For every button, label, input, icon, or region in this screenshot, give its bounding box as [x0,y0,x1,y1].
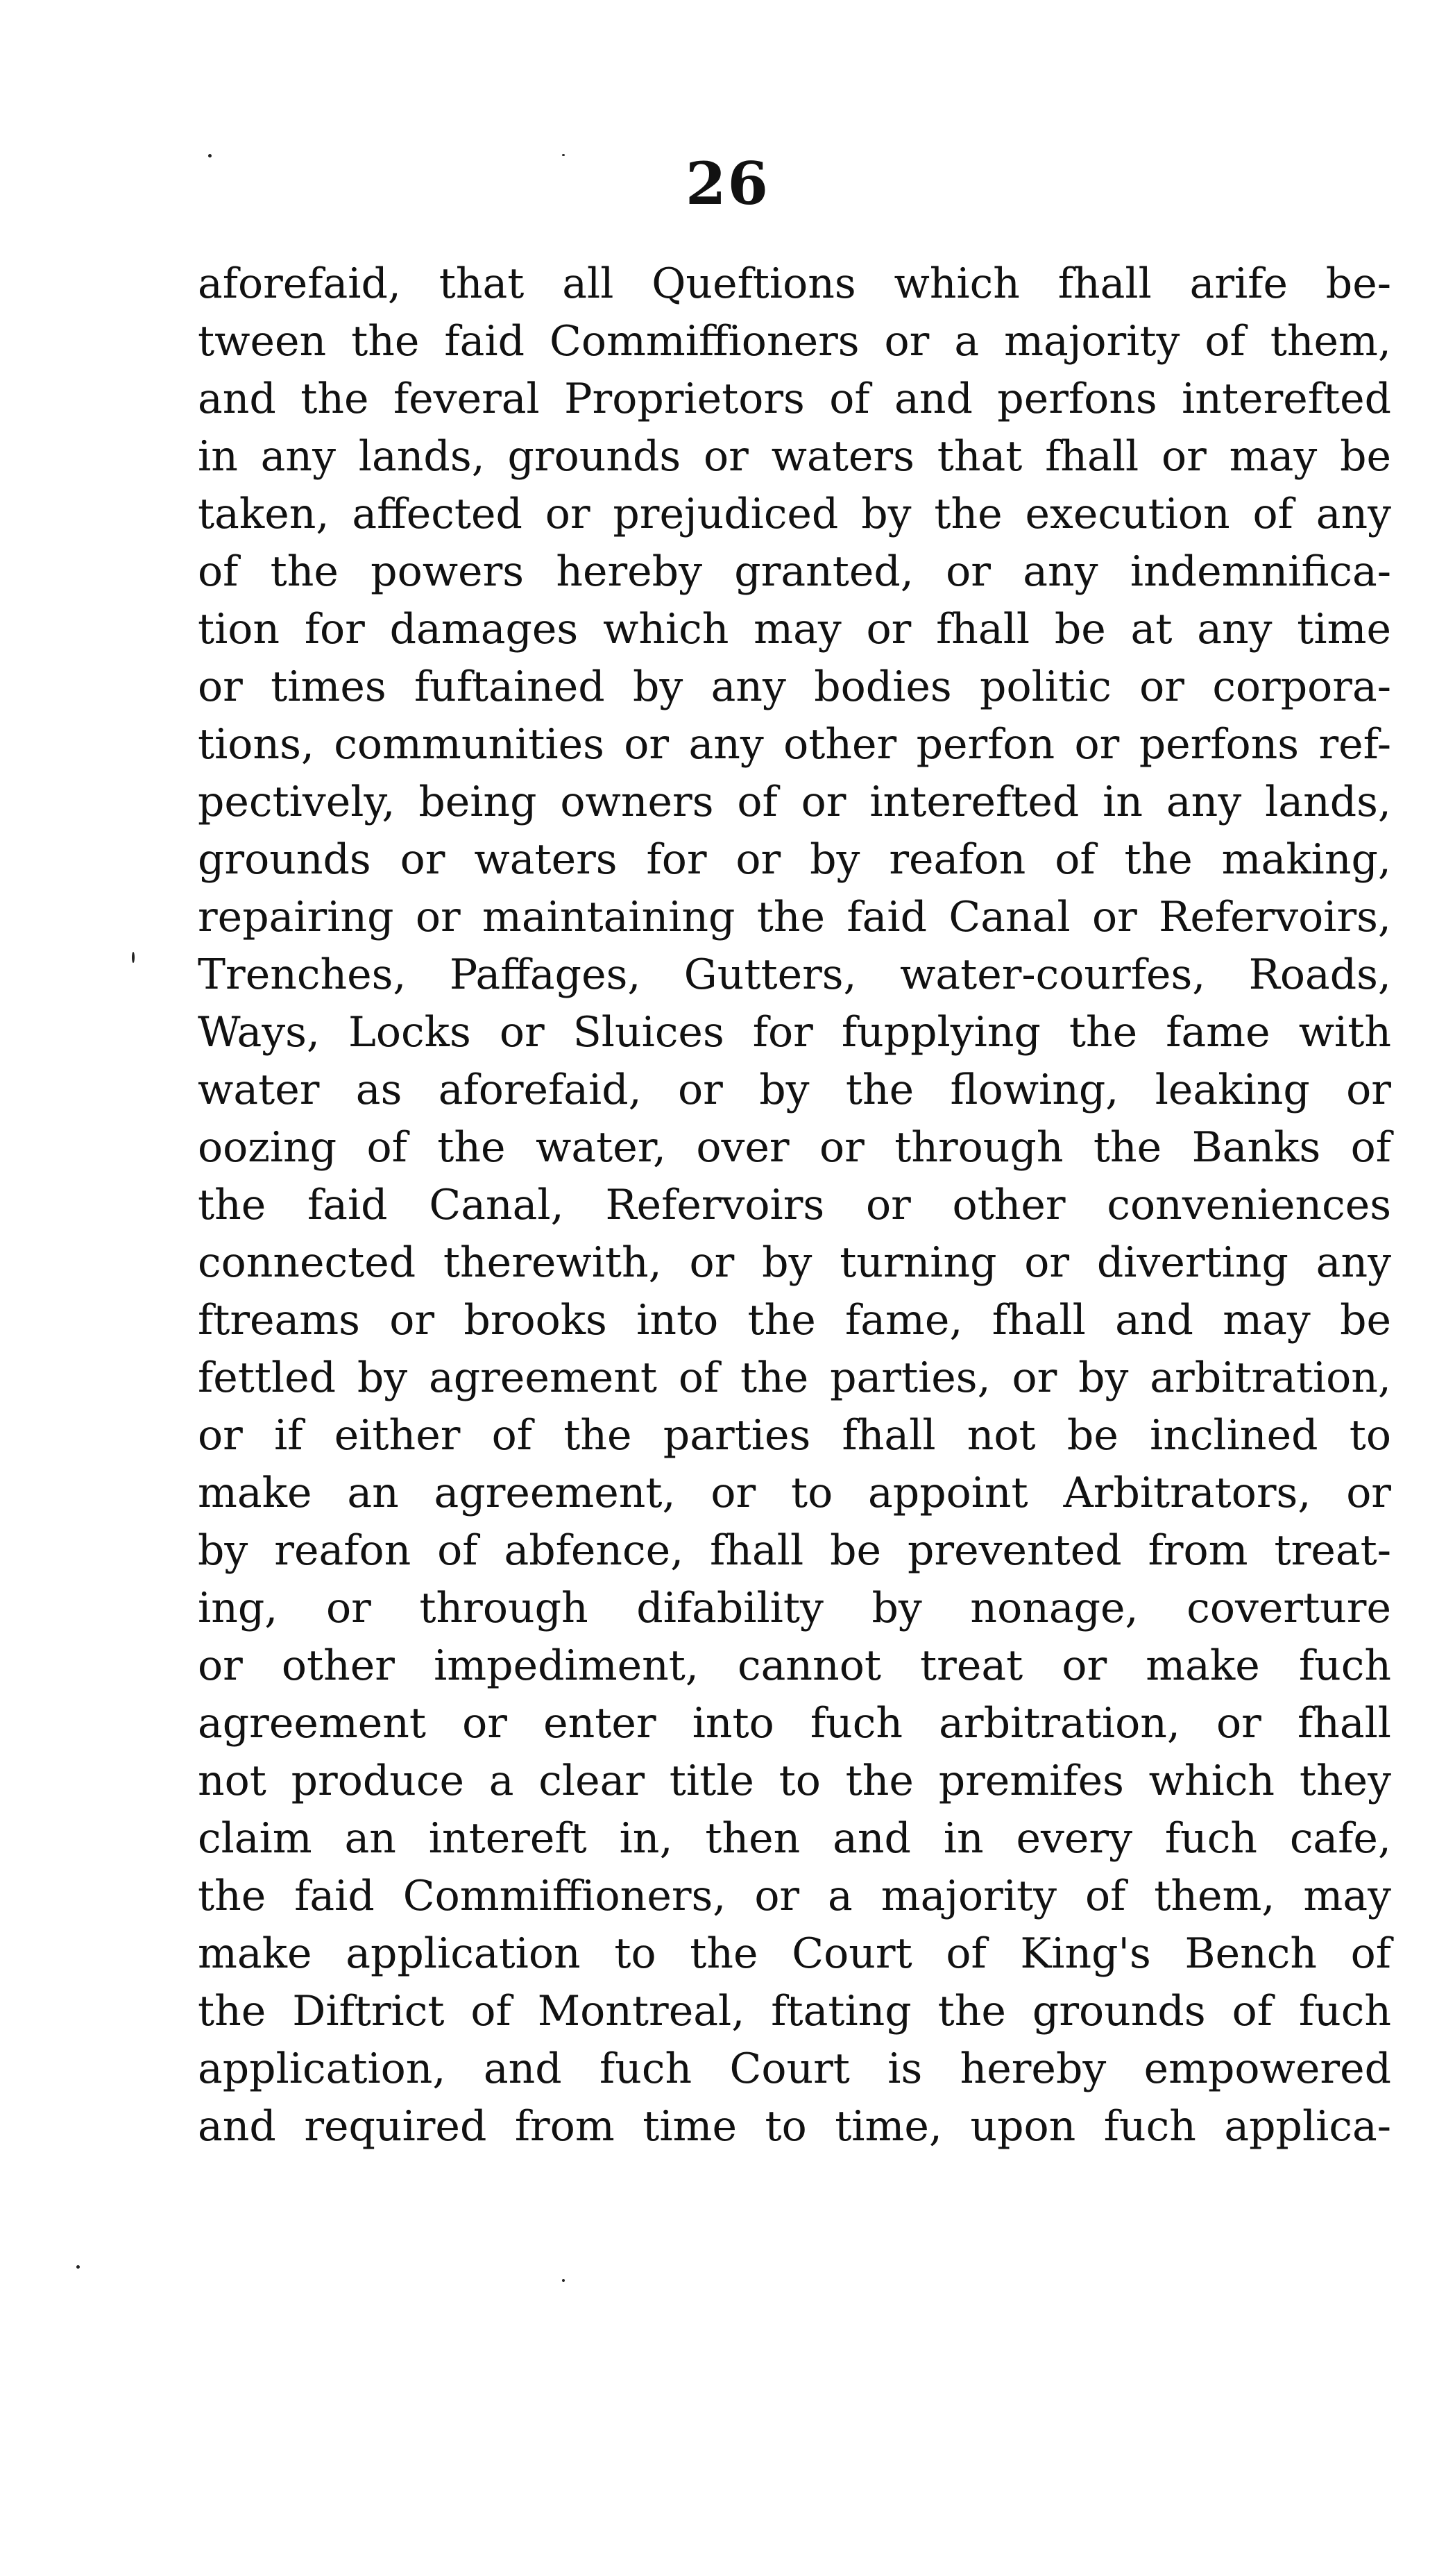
text-line: agreement or enter into fuch arbitration, or fhall [198,1699,1391,1748]
text-line: connected therewith, or by turning or diverting any [198,1238,1391,1287]
text-line: taken, affected or prejudiced by the execution of any [198,490,1391,538]
text-line: the faid Canal, Refervoirs or other conveniences [198,1181,1391,1229]
text-line: claim an intereft in, then and in every fuch cafe, [198,1814,1391,1863]
text-line: the faid Commiffioners, or a majority of them, may [198,1872,1391,1920]
text-line: repairing or maintaining the faid Canal or Refervoirs, [198,893,1391,941]
print-speck [76,2265,80,2269]
body-text [198,255,1391,2156]
text-line: in any lands, grounds or waters that fhall or may be [198,432,1391,481]
text-line: oozing of the water, over or through the Banks of [198,1123,1391,1172]
print-speck [208,154,212,157]
text-line: tion for damages which may or fhall be at any time [198,605,1391,654]
text-line: fettled by agreement of the parties, or by arbitration, [198,1354,1391,1402]
text-line: pectively, being owners of or interefted in any lands, [198,778,1391,826]
text-line: make application to the Court of King's Bench of [198,1929,1391,1978]
text-line: and the feveral Proprietors of and perfons interefted [198,375,1391,423]
text-line: ftreams or brooks into the fame, fhall and may be [198,1296,1391,1345]
text-line: tween the faid Commiffioners or a majority of them, [198,317,1391,366]
text-line: or times fuftained by any bodies politic or corpora- [198,663,1391,711]
text-line: not produce a clear title to the premifes which they [198,1757,1391,1805]
text-line: by reafon of abfence, fhall be prevented from treat- [198,1526,1391,1575]
text-line: or other impediment, cannot treat or make fuch [198,1641,1391,1690]
page-number: 26 [686,149,769,218]
print-speck [562,154,565,156]
text-line: or if either of the parties fhall not be inclined to [198,1411,1391,1460]
text-line: water as aforefaid, or by the flowing, leaking or [198,1066,1391,1114]
text-line: of the powers hereby granted, or any indemnifica- [198,547,1391,596]
text-line: tions, communities or any other perfon or perfons ref- [198,720,1391,769]
text-line: application, and fuch Court is hereby empowered [198,2045,1391,2093]
text-line: Trenches, Paffages, Gutters, water-courfes, Roads, [198,950,1391,999]
text-line: aforefaid, that all Queftions which fhall arife be- [198,259,1391,308]
text-line: Ways, Locks or Sluices for fupplying the fame with [198,1008,1391,1057]
text-line: the Diftrict of Montreal, ftating the grounds of fuch [198,1987,1391,2036]
text-line: and required from time to time, upon fuch applica- [198,2102,1391,2151]
print-speck [132,952,135,963]
print-speck [562,2279,565,2282]
text-line: ing, or through difability by nonage, coverture [198,1584,1391,1632]
text-line: grounds or waters for or by reafon of the making, [198,835,1391,884]
text-line: make an agreement, or to appoint Arbitrators, or [198,1469,1391,1517]
